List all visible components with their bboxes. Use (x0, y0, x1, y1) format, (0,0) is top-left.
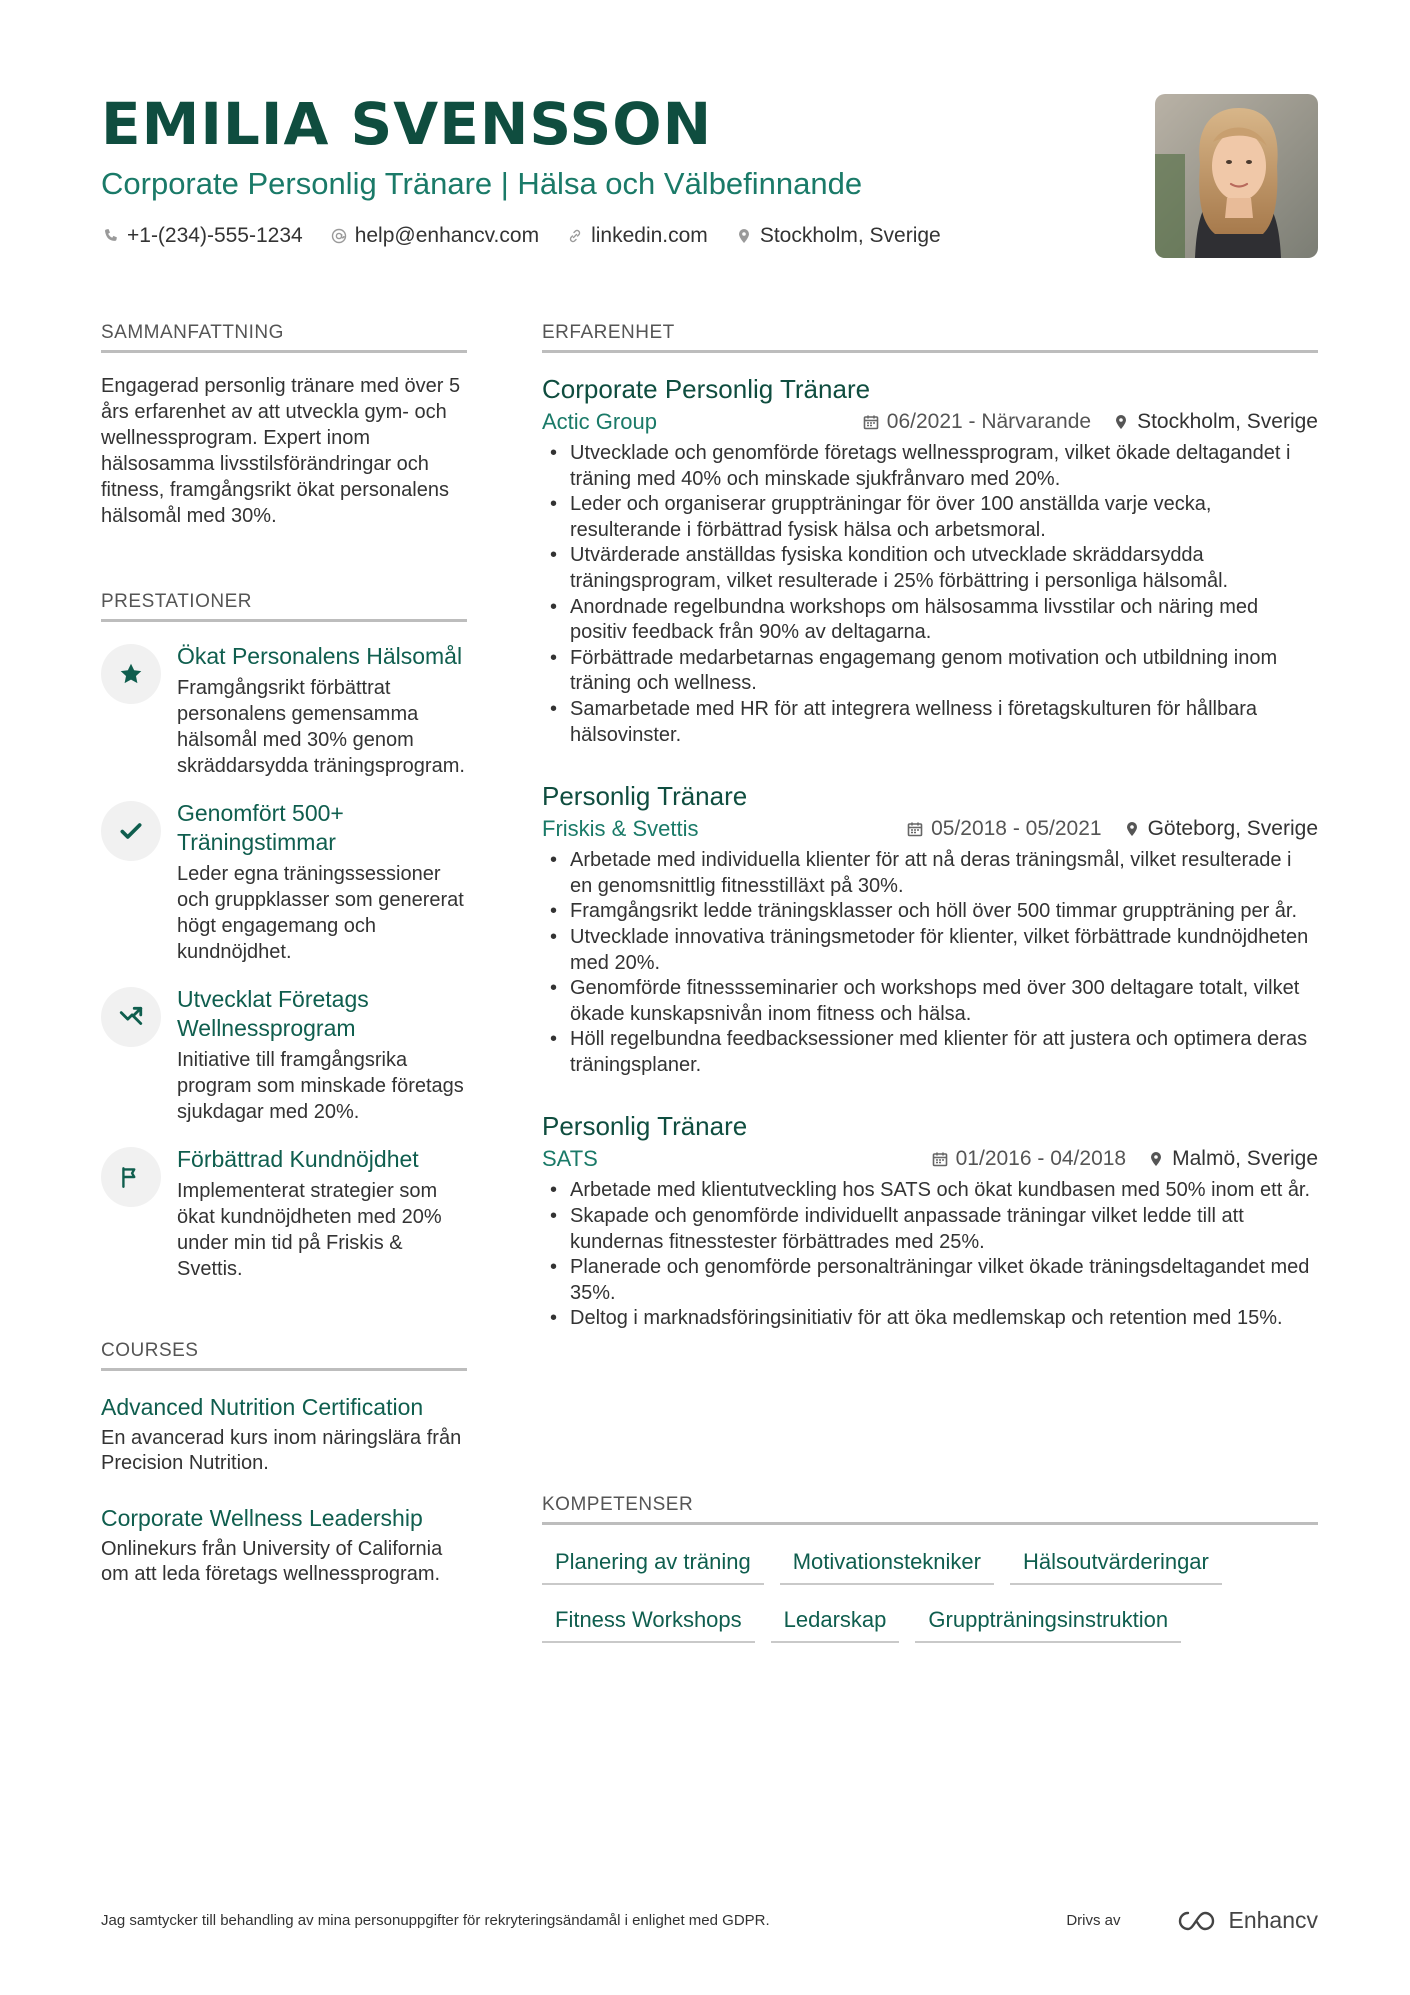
achievement-desc: Framgångsrikt förbättrat personalens gemensamma hälsomål med 30% genom skräddarsydda träningsprogram. (177, 677, 465, 777)
job-company: Actic Group (542, 409, 657, 434)
contact-email-text: help@enhancv.com (354, 224, 540, 247)
experience-heading: ERFARENHET (542, 322, 1318, 353)
job-bullet: • Utvecklade och genomförde företags wellnessprogram, vilket ökade deltagandet i träning med 40% och minskade sjukfrånvaro med 20%. (542, 441, 1318, 492)
contact-location-text: Stockholm, Sverige (759, 224, 941, 247)
at-icon (329, 226, 349, 246)
job-bullet: • Skapade och genomförde individuellt anpassade träningar vilket ledde till att kundernas fitnesstester förbättrades med 25%. (542, 1204, 1318, 1255)
achievement-desc: Implementerat strategier som ökat kundnöjdheten med 20% under min tid på Friskis & Svettis. (177, 1180, 442, 1280)
job-dates (863, 410, 1091, 434)
achievement-title: Genomfört 500+ Träningstimmar (177, 800, 344, 855)
contact-location (734, 224, 941, 248)
location-icon (1148, 1151, 1164, 1167)
achievement-item (101, 799, 467, 965)
resume-header (101, 88, 1141, 248)
skills-list (542, 1545, 1318, 1661)
enhancv-logo-icon (1176, 1909, 1222, 1933)
job-meta (542, 1146, 1318, 1172)
job-bullet: • Arbetade med klientutveckling hos SATS och ökat kundbasen med 50% inom ett år. (542, 1178, 1318, 1204)
skill-tag: Ledarskap (771, 1603, 900, 1643)
achievement-desc: Initiative till framgångsrika program som minskade företags sjukdagar med 20%. (177, 1049, 464, 1123)
brand-logo[interactable] (1176, 1907, 1318, 1934)
job-bullet: • Höll regelbundna feedbacksessioner med klienter för att justera och optimera deras träningsplaner. (542, 1027, 1318, 1078)
course-desc: En avancerad kurs inom näringslära från Precision Nutrition. (101, 1427, 462, 1474)
job-dates (907, 817, 1101, 841)
job-dates-text: 06/2021 - Närvarande (886, 410, 1092, 433)
brand-name: Enhancv (1228, 1907, 1318, 1933)
contact-list (101, 224, 1141, 248)
job-bullet: • Genomförde fitnessseminarier och workshops med över 300 deltagare totalt, vilket ökade kunskapsnivån inom fitness och hälsa. (542, 976, 1318, 1027)
calendar-icon (907, 821, 923, 837)
job-location-text: Göteborg, Sverige (1147, 817, 1318, 841)
job-dates (932, 1147, 1126, 1171)
job-bullet: • Samarbetade med HR för att integrera wellness i företagskulturen för hållbara hälsovinster. (542, 697, 1318, 748)
contact-linkedin[interactable] (565, 224, 708, 248)
job-location (1113, 410, 1318, 434)
gdpr-consent: Jag samtycker till behandling av mina personuppgifter för rekryteringsändamål i enlighet med GDPR. (101, 1912, 770, 1929)
achievement-item (101, 642, 467, 779)
achievement-desc: Leder egna träningssessioner och gruppklasser som genererat högt engagemang och kundnöjdhet. (177, 863, 464, 963)
job-bullet: • Planerade och genomförde personalträningar vilket ökade träningsdeltagandet med 35%. (542, 1255, 1318, 1306)
job-bullet: • Leder och organiserar gruppträningar för över 100 anställda varje vecka, resulterande i förbättrad fysisk hälsa och arbetsmoral. (542, 492, 1318, 543)
achievement-title: Förbättrad Kundnöjdhet (177, 1146, 419, 1172)
course-desc: Onlinekurs från University of California om att leda företags wellnessprogram. (101, 1538, 443, 1585)
job-bullet: • Utvärderade anställdas fysiska kondition och utvecklade skräddarsydda träningsprogram, vilket resulterade i 25% förbättring i personliga hälsomål. (542, 543, 1318, 594)
candidate-name: EMILIA SVENSSON (101, 90, 713, 158)
course-item (101, 1393, 467, 1476)
location-icon (1113, 414, 1129, 430)
contact-phone-text: +1-(234)-555-1234 (127, 224, 303, 247)
job-bullet: • Framgångsrikt ledde träningsklasser och höll över 500 timmar gruppträning per år. (542, 899, 1318, 925)
contact-email[interactable] (329, 224, 539, 248)
star-icon (101, 644, 161, 704)
courses-section (101, 1340, 467, 1587)
job-bullet: • Förbättrade medarbetarnas engagemang genom motivation och utbildning inom träning och wellness. (542, 646, 1318, 697)
job-entry (542, 780, 1318, 1078)
summary-heading: SAMMANFATTNING (101, 322, 467, 353)
skills-heading: KOMPETENSER (542, 1494, 1318, 1525)
job-bullet: • Utvecklade innovativa träningsmetoder för klienter, vilket förbättrade kundnöjdheten med 20%. (542, 925, 1318, 976)
left-column (101, 322, 467, 1587)
achievements-section (101, 591, 467, 1282)
job-bullets (542, 1178, 1318, 1332)
job-meta (542, 816, 1318, 842)
course-item (101, 1504, 467, 1587)
flag-icon (101, 1147, 161, 1207)
job-entry (542, 373, 1318, 748)
job-bullets (542, 848, 1318, 1078)
skill-tag: Motivationstekniker (780, 1545, 994, 1585)
check-icon (101, 801, 161, 861)
job-bullets (542, 441, 1318, 748)
job-role: Personlig Tränare (542, 781, 748, 812)
courses-heading: COURSES (101, 1340, 467, 1371)
trend-icon (101, 987, 161, 1047)
summary-section (101, 322, 467, 529)
summary-text: Engagerad personlig tränare med över 5 års erfarenhet av att utveckla gym- och wellnessprogram. Expert inom hälsosamma livsstilsförändringar och fitness, framgångsrikt ökat personalens hälsomål med 30%. (101, 375, 461, 527)
job-bullet: • Arbetade med individuella klienter för att nå deras träningsmål, vilket resulterade i en genomsnittlig fitnesstilläxt på 30%. (542, 848, 1318, 899)
job-bullet: • Anordnade regelbundna workshops om hälsosamma livsstilar och näring med positiv feedback från 90% av deltagarna. (542, 595, 1318, 646)
location-icon (734, 226, 754, 246)
achievement-item (101, 985, 467, 1125)
course-title: Corporate Wellness Leadership (101, 1505, 423, 1531)
skill-tag: Gruppträningsinstruktion (915, 1603, 1181, 1643)
skill-tag: Fitness Workshops (542, 1603, 755, 1643)
skill-tag: Planering av träning (542, 1545, 764, 1585)
skill-tag: Hälsoutvärderingar (1010, 1545, 1222, 1585)
job-location (1148, 1147, 1318, 1171)
candidate-title: Corporate Personlig Tränare | Hälsa och Välbefinnande (101, 166, 863, 201)
contact-phone[interactable] (101, 224, 303, 248)
course-title: Advanced Nutrition Certification (101, 1394, 424, 1420)
powered-by: Drivs av (1066, 1912, 1121, 1929)
job-bullet: • Deltog i marknadsföringsinitiativ för att öka medlemskap och retention med 15%. (542, 1306, 1318, 1332)
job-location (1124, 817, 1318, 841)
job-company: SATS (542, 1146, 598, 1172)
job-dates-text: 01/2016 - 04/2018 (955, 1147, 1127, 1171)
footer (101, 1907, 1318, 1934)
job-dates-text: 05/2018 - 05/2021 (931, 817, 1102, 841)
job-entry (542, 1110, 1318, 1332)
job-role: Corporate Personlig Tränare (542, 374, 871, 404)
achievement-title: Utvecklat Företags Wellnessprogram (177, 986, 369, 1041)
achievement-title: Ökat Personalens Hälsomål (177, 643, 463, 669)
job-meta (542, 409, 1318, 435)
profile-photo (1155, 94, 1318, 258)
job-location-text: Stockholm, Sverige (1137, 410, 1318, 433)
calendar-icon (863, 414, 879, 430)
achievement-item (101, 1145, 467, 1282)
link-icon (565, 226, 585, 246)
job-company: Friskis & Svettis (542, 816, 699, 842)
job-location-text: Malmö, Sverige (1172, 1147, 1318, 1171)
phone-icon (101, 226, 121, 246)
right-column (542, 322, 1318, 1332)
achievements-heading: PRESTATIONER (101, 591, 467, 622)
skills-section (542, 1494, 1318, 1661)
job-role: Personlig Tränare (542, 1111, 748, 1142)
contact-linkedin-text: linkedin.com (591, 224, 708, 247)
location-icon (1124, 821, 1140, 837)
calendar-icon (932, 1151, 948, 1167)
